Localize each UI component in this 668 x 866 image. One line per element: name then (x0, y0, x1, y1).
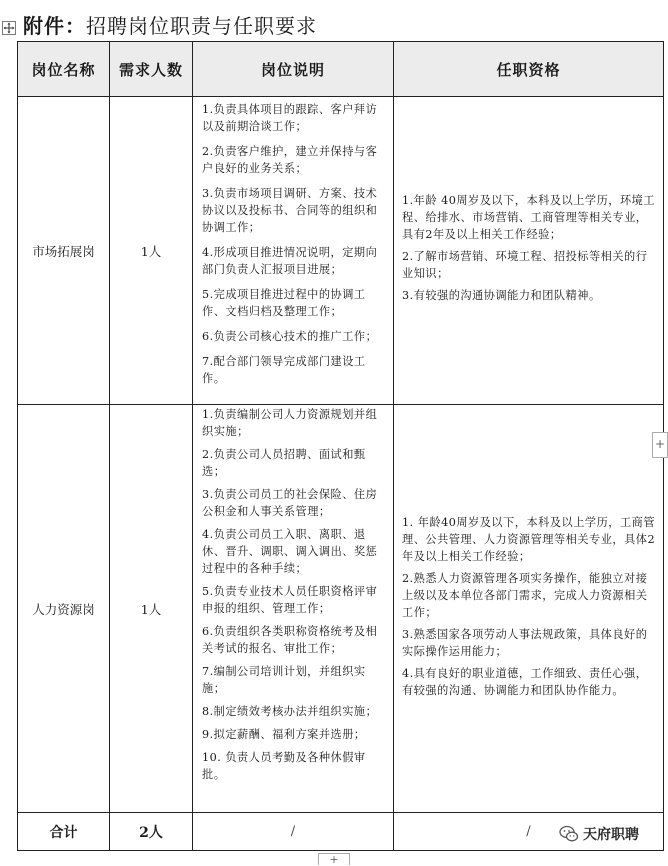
requirement-item: 3.熟悉国家各项劳动人事法规政策，具体良好的实际操作运用能力； (402, 627, 648, 658)
add-row-button[interactable]: + (318, 853, 350, 865)
add-column-button[interactable]: + (652, 432, 668, 458)
duty-item: 9.拟定薪酬、福利方案并选册； (202, 728, 366, 741)
header-headcount: 需求人数 (110, 42, 193, 97)
header-position-name: 岗位名称 (18, 42, 110, 97)
duty-item: 2.负责客户维护，建立并保持与客户良好的业务关系； (202, 145, 378, 175)
title-text: 招聘岗位职责与任职要求 (86, 14, 317, 38)
table-header-row (18, 42, 664, 97)
duty-item: 7.配合部门领导完成部门建设工作。 (202, 355, 366, 385)
duty-item: 7.编制公司培训计划，并组织实施； (202, 665, 366, 695)
total-label: 合计 (18, 813, 110, 851)
requirement-list (394, 405, 664, 813)
total-headcount: 2人 (110, 813, 193, 851)
duty-item: 4.负责公司员工入职、离职、退休、晋升、调职、调入调出、奖惩过程中的各种手续； (202, 528, 378, 575)
header-job-description: 岗位说明 (193, 42, 394, 97)
requirement-item: 1.年龄 40周岁及以下，本科及以上学历，环境工程、给排水、市场营销、工商管理等相关专业，具有2年及以上相关工作经验； (402, 194, 656, 241)
recruitment-table (17, 41, 664, 851)
requirement-item: 1. 年龄40周岁及以下，本科及以上学历，工商管理、公共管理、人力资源管理等相关专业，具体2年及以上相关工作经验； (402, 515, 656, 563)
table-row (18, 405, 664, 813)
header-qualifications: 任职资格 (394, 42, 664, 97)
table-row (18, 97, 664, 405)
requirement-item: 4.具有良好的职业道德，工作细致、责任心强，有较强的沟通、协调能力和团队协作能力。 (402, 666, 648, 697)
table-move-handle-icon[interactable] (2, 21, 16, 35)
duty-item: 3.负责公司员工的社会保险、住房公积金和人事关系管理； (202, 488, 378, 518)
requirement-item: 2.了解市场营销、环境工程、招投标等相关的行业知识； (402, 250, 648, 280)
requirement-item: 3.有较强的沟通协调能力和团队精神。 (402, 289, 601, 302)
duty-list (193, 405, 394, 813)
duty-item: 6.负责组织各类职称资格统考及相关考试的报名、审批工作； (202, 625, 378, 655)
total-duty-placeholder: / (193, 813, 394, 851)
duty-item: 1.负责编制公司人力资源规划并组织实施； (202, 408, 378, 438)
watermark (559, 823, 639, 845)
duty-item: 6.负责公司核心技术的推广工作； (202, 330, 378, 343)
duty-item: 8.制定绩效考核办法并组织实施； (202, 705, 378, 718)
requirement-list (394, 97, 664, 405)
duty-item: 2.负责公司人员招聘、面试和甄选； (202, 448, 366, 478)
position-name: 人力资源岗 (18, 405, 110, 813)
requirement-item: 2.熟悉人力资源管理各项实务操作，能独立对接上级以及本单位各部门需求，完成人力资源相关工作； (402, 571, 648, 619)
headcount: 1人 (110, 97, 193, 405)
duty-list (193, 97, 394, 405)
page-title (23, 10, 317, 39)
wechat-icon (559, 825, 579, 843)
total-requirement-placeholder: / (394, 813, 664, 851)
duty-item: 1.负责具体项目的跟踪、客户拜访以及前期洽谈工作； (202, 103, 378, 133)
duty-item: 5.负责专业技术人员任职资格评审申报的组织、管理工作； (202, 585, 378, 615)
watermark-text: 天府职聘 (583, 827, 639, 843)
duty-item: 10. 负责人员考勤及各种休假审批。 (202, 751, 366, 781)
title-prefix: 附件： (23, 14, 86, 38)
duty-item: 5.完成项目推进过程中的协调工作、文档归档及整理工作； (202, 288, 366, 318)
position-name: 市场拓展岗 (18, 97, 110, 405)
duty-item: 4.形成项目推进情况说明，定期向部门负责人汇报项目进展； (202, 246, 378, 276)
headcount: 1人 (110, 405, 193, 813)
duty-item: 3.负责市场项目调研、方案、技术协议以及投标书、合同等的组织和协调工作； (202, 187, 378, 234)
